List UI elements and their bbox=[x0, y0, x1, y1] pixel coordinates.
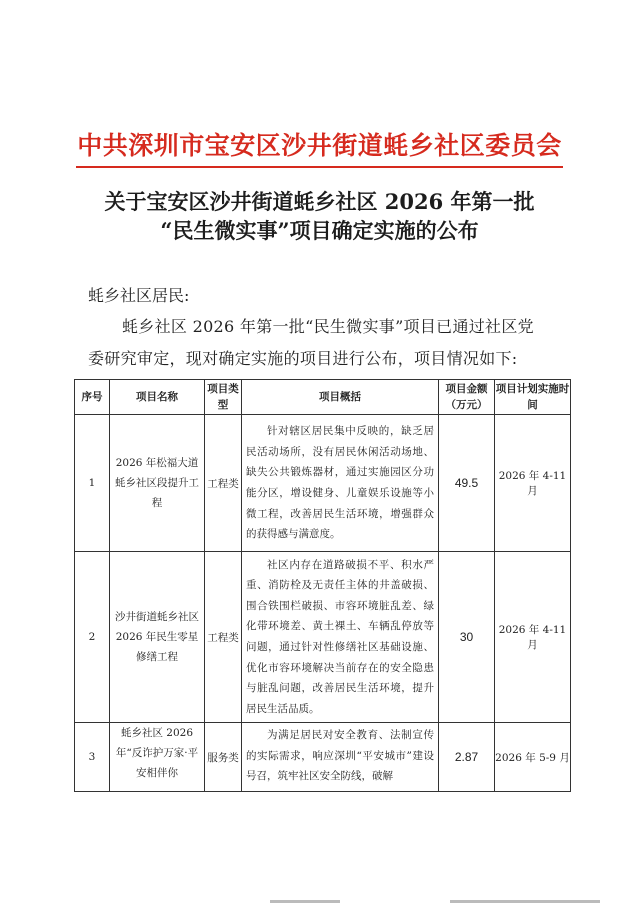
document-title-line-1: 关于宝安区沙井街道蚝乡社区 2026 年第一批 bbox=[104, 189, 535, 214]
row-project-summary: 针对辖区居民集中反映的，缺乏居民活动场所，没有居民休闲活动场地、缺失公共锻炼器材，通过实施园区分功能分区，增设健身、儿童娱乐设施等小微工程，改善居民生活环境，增强群众的获得感与满意度。 bbox=[242, 415, 439, 552]
column-header-type: 项目类型 bbox=[205, 380, 242, 415]
body-paragraph-line-1: 蚝乡社区 2026 年第一批“民生微实事”项目已通过社区党 bbox=[122, 317, 534, 336]
row-project-name-text: 蚝乡社区 2026 年“反诈护万家·平安相伴你 bbox=[115, 727, 199, 779]
scan-artifact bbox=[270, 900, 340, 903]
row-project-type: 工程类 bbox=[205, 552, 242, 723]
issuing-organization-header: 中共深圳市宝安区沙井街道蚝乡社区委员会 bbox=[77, 131, 562, 160]
column-header-schedule: 项目计划实施时间 bbox=[495, 380, 571, 415]
document-title-line-2: “民生微实事”项目确定实施的公布 bbox=[160, 218, 479, 243]
row-project-type: 服务类 bbox=[205, 723, 242, 792]
column-header-no: 序号 bbox=[75, 380, 110, 415]
row-no: 3 bbox=[75, 723, 110, 792]
row-project-amount: 49.5 bbox=[439, 415, 495, 552]
row-project-schedule: 2026 年 5-9 月 bbox=[495, 723, 571, 792]
row-project-name: 2026 年松福大道蚝乡社区段提升工程 bbox=[110, 415, 205, 552]
column-header-summary: 项目概括 bbox=[242, 380, 439, 415]
table-row bbox=[75, 415, 571, 552]
row-project-amount: 30 bbox=[439, 552, 495, 723]
table-row bbox=[75, 552, 571, 723]
row-project-schedule: 2026 年 4-11 月 bbox=[495, 552, 571, 723]
row-project-summary-text: 为满足居民对安全教育、法制宣传的实际需求，响应深圳“平安城市”建设号召，筑牢社区安全防线，破解 bbox=[246, 729, 434, 783]
red-header-rule bbox=[76, 166, 563, 168]
row-no: 2 bbox=[75, 552, 110, 723]
column-header-name: 项目名称 bbox=[110, 380, 205, 415]
row-project-amount: 2.87 bbox=[439, 723, 495, 792]
table-row bbox=[75, 723, 571, 792]
salutation: 蚝乡社区居民: bbox=[88, 286, 190, 305]
column-header-amount: 项目金额（万元） bbox=[439, 380, 495, 415]
row-project-name bbox=[110, 723, 205, 792]
scan-artifact bbox=[450, 900, 600, 903]
project-table bbox=[74, 379, 571, 792]
row-project-summary: 社区内存在道路破损不平、积水严重、消防栓及无责任主体的井盖破损、围合铁围栏破损、市容环境脏乱差、绿化带环境差、黄土裸土、车辆乱停放等问题，通过针对性修缮社区基础设施、优化市容环境解决当前存在的安全隐患与脏乱问题，改善居民生活环境，提升居民生活品质。 bbox=[242, 552, 439, 723]
row-project-schedule: 2026 年 4-11 月 bbox=[495, 415, 571, 552]
row-project-name: 沙井街道蚝乡社区 2026 年民生零星修缮工程 bbox=[110, 552, 205, 723]
table-header-row bbox=[75, 380, 571, 415]
row-no: 1 bbox=[75, 415, 110, 552]
row-project-summary bbox=[242, 723, 439, 792]
row-project-type: 工程类 bbox=[205, 415, 242, 552]
body-paragraph-line-2: 委研究审定，现对确定实施的项目进行公布，项目情况如下: bbox=[88, 349, 518, 368]
